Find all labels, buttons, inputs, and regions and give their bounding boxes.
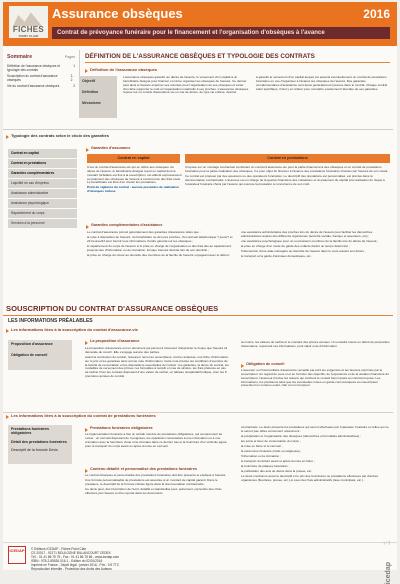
services-contract-label: Contrat en prestations: [185, 154, 390, 163]
typology-tab-services[interactable]: Contrat en prestations: [8, 159, 77, 168]
page-title: Assurance obsèques: [52, 6, 183, 21]
obligatory-services-label: Prestations funéraires obligatoires: [11, 427, 49, 436]
preliminary-info-title: LES INFORMATIONS PRÉALABLES: [8, 318, 93, 324]
bullet-triangle-icon: [85, 341, 88, 345]
page-subtitle: Contrat de prévoyance funéraire pour le financement et l'organisation d'obsèques à l'avance: [52, 27, 390, 39]
funeral-right-text: contractuels. Le devis présente les prestations qui seront effectuées par l'opérateur funéraire et celles qui ne le seront pas. Elles concernent notamment : la préparation et l'organisation des obsèques (démarches et formalités administratives) ; les soins et lieux de conservation du corps ; la mise en bière et le cercueil ; la cérémonie funéraire (civile ou religieuse) ; l'inhumation ou la crémation ; le transport du défunt avant et après la mise en bière ; la fourniture de plaques funéraires ; la publication des avis de décès dans la presse, etc. Le devis mentionne aussi le descriptif et le prix des fournitures ou prestations effectuées par d'autres organismes (fleuristes, presse, etc.) et ceux des frais administratifs (taxe municipale, etc.).: [241, 425, 389, 482]
advice-label: Obligation de conseil: [11, 353, 48, 358]
toc-item[interactable]: [7, 84, 75, 88]
complementary-right-list: une assistance administrative des proches lors du décès de l'assuré pour faciliter les démarches administratives auprès des différents organismes (sécurité sociale, banque et assureurs, etc) ; une assistance psychologique pour un ou plusieurs membres de la famille lors du décès de l'assuré ; la prise en charge d'un mode de garde des enfants durant un temps déterminé ; l'intervention d'une aide-ménagère au domicile de l'assuré dans le mois suivant son décès ; le transport et la garde d'animaux domestiques, etc.: [241, 230, 379, 258]
capital-contract-label: Contrat en capital: [87, 154, 180, 163]
toc-item-label: Vie du contrat d'assurance obsèques: [7, 83, 60, 88]
toc-header: [7, 54, 75, 61]
document-header: [3, 2, 397, 46]
bullet-triangle-icon: [86, 148, 89, 152]
advice-detail-text: L'assureur ou l'intermédiaire d'assurance recueille par écrit les exigences et les besoins exprimés par le souscripteur. Au regard de ceux-ci et en fonction des objectifs, de l'expérience et de la situation financière du souscripteur, l'assureur précise les raisons qui motivent le conseil fourni quant au contrat proposé. Les informations, les précisions ainsi que les éventuelles mises en garde communiquées au souscripteur présentent un contenu exact, clair et non trompeur.: [241, 368, 389, 388]
table-of-contents: [3, 50, 80, 113]
document-footer: [3, 542, 397, 584]
typology-tab-administrative[interactable]: Assistance administrative: [8, 189, 77, 198]
footer-publisher-info: © Editions ICEDAP - Fiches Point Clair CS 20017 - 92171 BOULOGNE BILLANCOURT CEDEX Tél. : 01 41 86 75 75 - Fax : 01 41 86 75 66 - www.icedap.com ISBN : 978-2-85530-016-1 - Edition du 02/01/2016 Imprimé en France - Dépôt légal : janvier 2016 - Prix : 3 € TTC Reproduction interdite - Protection des droits des Auteurs: [31, 547, 120, 571]
typology-subtitle: Typologie des contrats selon le choix des garanties: [11, 133, 109, 138]
complementary-left-list: Le contrat d'assurance prévoit généralement des garanties d'assistance telles que : la mise à disposition de l'assuré, du bénéficiaire ou de leurs proches, d'un accueil téléphonique 7 jours/7 et 24 heures/24 pour fournir tous informations d'ordre général sur les obsèques ; le rapatriement du corps de l'assuré si le prise en charge de l'organisation et des frais liés au rapatriement jusqu'au lieu d'inhumation ou de crémation, lorsque l'assuré décède loin de son domicile ; la prise en charge du retour au domicile des membres de la famille de l'assuré voyageant avec le défunt ;: [87, 230, 233, 257]
edition-year: 2016: [363, 7, 390, 21]
proposal-text: La proposition d'assurance est un document qui permet à l'assureur d'apprécier le risque que l'assuré lui demande de couvrir. Elle s'engage aucune des parties. Avant la conclusion du contrat, l'assureur remet au souscripteur, contre récépissé, une fiche d'information sur le prix et les garanties ainsi qu'une note d'information. Cette note précise les conditions d'exercice de la faculté de renonciation et les dispositions essentielles du contrat : les garanties, la durée du contrat, les modalités de versement des primes, les formalités à remplir en cas de sinistre, les frais prélevés en cas de rachat. Pour les contrats disposant d'une valeur de rachat, un tableau récapitulatif indique, pour les 8 premières années du contrat: [85, 346, 229, 379]
document-page: [3, 2, 397, 584]
complementary-title: Garanties complémentaires d'assistance: [91, 223, 163, 227]
section-divider: [3, 315, 393, 316]
services-detail-label: Détail des prestations funéraires: [11, 439, 67, 444]
mechanism-label: Mécanisme: [82, 101, 101, 105]
toc-title: Sommaire: [7, 54, 33, 60]
typology-tab-repatriation[interactable]: Rapatriement du corps: [8, 209, 77, 218]
section-divider: [85, 62, 390, 63]
bullet-triangle-icon: [6, 135, 9, 139]
obligatory-services-text: La réglementation funéraire a fixé un certain nombre de prestations obligatoires, qui comprennent au moins : un cercueil disposant de 4 poignées, les opérations nécessaires à une inhumation ou à une crémation avec la fourniture d'une urne cinéraire dans ce dernier cas et la fourniture d'un véhicule agréé pour le transport du corps avant ou après la mise en cercueil.: [85, 432, 227, 448]
typology-tabs: [8, 149, 77, 229]
typology-tab-liquidity[interactable]: Liquidité en cas d'imprévu: [8, 179, 77, 188]
block-divider: [3, 129, 393, 130]
proposal-title: La proposition d'assurance: [90, 339, 140, 343]
funeral-left-labels: [8, 425, 72, 464]
logo-mountain-icon: [13, 9, 42, 26]
toc-item-page: 2: [73, 83, 75, 88]
typology-tab-psychological[interactable]: Assistance psychologique: [8, 199, 77, 208]
toc-item-page: 1-2: [70, 73, 74, 82]
typology-tab-complementary[interactable]: Garanties complémentaires: [8, 169, 77, 178]
services-text: Il repose sur un montage contractuel combinant un contrat d'assurance-vie pour la partie financement des obsèques et un contrat de prestations funéraires pour la partie réalisation des obsèques. Il a pour objet de financer à l'avance des prestations funéraires choisies par l'assuré de son vivant. Ce contrat est proposé par des assureurs ou des opérateurs funéraires. Le descriptif des prestations est personnalisé, est précisé dans la documentation contractuelle. L'assureur est en charge de la gestion financière des cotisations et du paiement du capital à la réalisation du risque à l'opérateur funéraire choisi par l'assuré qui exécute la prestation à concurrence de son coût.: [185, 165, 389, 186]
advice-title: Obligation de conseil: [246, 362, 285, 366]
section-definition-title: DÉFINITION DE L'ASSURANCE OBSÈQUES ET TYPOLOGIE DES CONTRATS: [85, 53, 315, 60]
definition-label: Définition: [82, 90, 99, 94]
advice-text: au moins, les valeurs de rachat et le montant des primes versées. Un encadré insère en début de proposition d'assurance, reprenant ces informations, peut valoir note d'information.: [241, 340, 390, 348]
definition-right-text: à garantir le versement d'un capital auquel est associé éventuellement un contrat de prestations funéraires en vue d'organiser à l'avance les obsèques de l'assuré. Des garanties complémentaires d'assistance sont aussi généralement prévues dans le contrat. Chaque contrat étant spécifique, il faut y en référer pour connaître exactement l'étendue de ses garanties.: [256, 75, 388, 91]
bullet-triangle-icon: [6, 415, 9, 419]
section-subscription-title: SOUSCRIPTION DU CONTRAT D'ASSURANCE OBSÈQUES: [6, 304, 219, 313]
toc-item[interactable]: [7, 74, 75, 82]
guarantees-title: Garanties d'assurance: [91, 146, 131, 150]
life-insurance-info-title: Les informations liées à la souscription du contrat d'assurance-vie: [11, 327, 138, 332]
typology-tab-capital[interactable]: Contrat en capital: [8, 149, 77, 158]
toc-item[interactable]: [7, 64, 75, 72]
typology-tab-personal-services[interactable]: Services à la personne: [8, 219, 77, 228]
side-brand: icedap: [385, 562, 392, 584]
bullet-triangle-icon: [85, 69, 88, 73]
logo-brand: FICHES: [12, 25, 45, 34]
definition-label-group: [79, 76, 117, 118]
toc-item-label: Souscription du contrat d'assurance obsèques: [7, 73, 58, 82]
fiches-point-clair-logo: [9, 6, 48, 38]
funeral-services-info-title: Les informations liées à la souscription du contrat de prestations funéraires: [11, 413, 156, 418]
toc-item-page: 1: [73, 63, 75, 68]
bullet-triangle-icon: [86, 225, 89, 229]
capital-text: C'est un contrat d'assurance-vie qui se réfère aux obsèques. Au décès de l'assuré, le bénéficiaire désigné reçoit un capital dont le montant forfaitaire est fixé à la souscription, est affecté expressément au paiement des obsèques de l'assuré à concurrence des frais réels. Le bénéficiaire est libre d'en choisir les prestations. Point de vigilance du contrat : aucune prestation de réalisation d'obsèques incluse: [87, 165, 182, 194]
toc-item-label: Définition de l'assurance obsèques et typologie des contrats: [7, 63, 60, 72]
objective-label: Objectif: [82, 79, 96, 83]
logo-brand-sub: POINT CLAIR: [18, 34, 39, 38]
definition-left-text: L'assurance obsèques garantit, au décès de l'assuré, le versement d'un capital à un bénéficiaire désigné pour financer et même organiser les obsèques de l'assuré. Ce dernier peut ainsi à l'avance exprimer ses volontés pour l'organisation de ses obsèques et éviter d'en faire supporter le coût et l'organisation matérielle à ses proches. L'assurance obsèques repose sur un contrat d'assurance-vie en cas de décès, de type vie entière, destiné: [123, 75, 249, 95]
definition-subtitle: Définition de l'assurance obsèques: [90, 67, 157, 72]
formula-description-label: Descriptif de la formule Devis: [11, 448, 58, 453]
proposal-label: Proposition d'assurance: [11, 342, 53, 346]
icedap-logo: ICEDAP: [8, 546, 26, 564]
obligatory-services-title: Prestations funéraires obligatoires: [90, 426, 153, 430]
subscription-left-labels: [8, 340, 72, 370]
bullet-triangle-icon: [6, 329, 9, 333]
toc-pages-label: Pages: [64, 55, 75, 59]
page-number: 1: [381, 540, 392, 546]
services-detail-title: Contenu détaillé et personnalisé des prestations funéraires: [90, 467, 197, 471]
services-detail-text: Le contrat obsèques et personnalisé des prestations funéraires doit être présenté et expliqué à l'assuré. Une formule personnalisable de prestations est associée à un montant de capital garanti. Dans le prestauce, le descriptif de la formule choisie figure dans la documentation contractuelle. Ce devis peut, dès l'inscription de l'écrit, détaillé et standardisé peut, autrement, reprendre des choix effectués par l'assuré et être reporté dans les documents: [85, 473, 227, 495]
